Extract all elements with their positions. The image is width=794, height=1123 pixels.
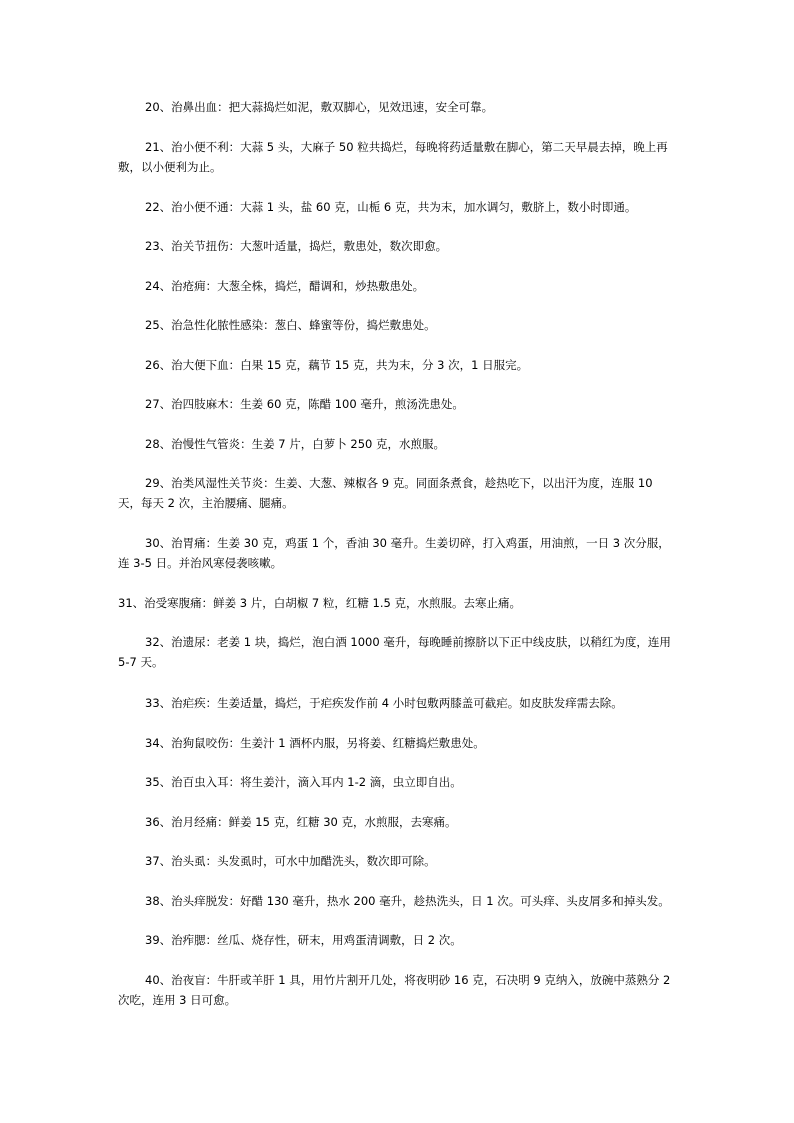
paragraph-24: 24、治疮痈：大葱全株，捣烂，醋调和，炒热敷患处。: [145, 279, 425, 293]
paragraph-22: 22、治小便不通：大蒜 1 头，盐 60 克，山栀 6 克，共为末，加水调匀，敷脐上，数小时即通。: [145, 200, 637, 214]
paragraph-38: 38、治头痒脱发：好醋 130 毫升，热水 200 毫升，趁热洗头，日 1 次。可头痒、头皮屑多和掉头发。: [145, 894, 670, 908]
paragraph-33: 33、治疟疾：生姜适量，捣烂，于疟疾发作前 4 小时包敷两膝盖可截疟。如皮肤发痒需去除。: [145, 696, 623, 710]
paragraph-26: 26、治大便下血：白果 15 克，藕节 15 克，共为末，分 3 次，1 日服完。: [145, 358, 529, 372]
paragraph-27: 27、治四肢麻木：生姜 60 克，陈醋 100 毫升，煎汤洗患处。: [145, 397, 464, 411]
paragraph-36: 36、治月经痛：鲜姜 15 克，红糖 30 克，水煎服，去寒痛。: [145, 815, 457, 829]
paragraph-34: 34、治狗鼠咬伤：生姜汁 1 酒杯内服，另将姜、红糖捣烂敷患处。: [145, 736, 485, 750]
paragraph-32: 32、治遗尿：老姜 1 块，捣烂，泡白酒 1000 毫升，每晚睡前擦脐以下正中线皮肤，以稍红为度，连用 5-7 天。: [118, 635, 671, 669]
paragraph-31: 31、治受寒腹痛：鲜姜 3 片，白胡椒 7 粒，红糖 1.5 克，水煎服。去寒止痛。: [118, 596, 521, 610]
paragraph-37: 37、治头虱：头发虱时，可水中加醋洗头，数次即可除。: [145, 854, 436, 868]
paragraph-20: 20、治鼻出血：把大蒜捣烂如泥，敷双脚心，见效迅速，安全可靠。: [145, 100, 494, 114]
paragraph-30: 30、治胃痛：生姜 30 克，鸡蛋 1 个，香油 30 毫升。生姜切碎，打入鸡蛋，用油煎，一日 3 次分服，连 3-5 日。并治风寒侵袭咳嗽。: [118, 536, 670, 570]
paragraph-39: 39、治痄腮：丝瓜、烧存性，研末，用鸡蛋清调敷，日 2 次。: [145, 933, 462, 947]
paragraph-28: 28、治慢性气管炎：生姜 7 片，白萝卜 250 克，水煎服。: [145, 437, 446, 451]
paragraph-35: 35、治百虫入耳：将生姜汁，滴入耳内 1-2 滴，虫立即自出。: [145, 775, 462, 789]
paragraph-25: 25、治急性化脓性感染：葱白、蜂蜜等份，捣烂敷患处。: [145, 318, 436, 332]
paragraph-21: 21、治小便不利：大蒜 5 头，大麻子 50 粒共捣烂，每晚将药适量敷在脚心，第二天早晨去掉，晚上再敷，以小便利为止。: [118, 140, 668, 174]
paragraph-29: 29、治类风湿性关节炎：生姜、大葱、辣椒各 9 克。同面条煮食，趁热吃下，以出汗为度，连服 10 天，每天 2 次，主治腰痛、腿痛。: [118, 476, 653, 510]
paragraph-23: 23、治关节扭伤：大葱叶适量，捣烂，敷患处，数次即愈。: [145, 239, 448, 253]
paragraph-40: 40、治夜盲：牛肝或羊肝 1 具，用竹片割开几处，将夜明砂 16 克，石决明 9 克纳入，放碗中蒸熟分 2 次吃，连用 3 日可愈。: [118, 973, 671, 1007]
